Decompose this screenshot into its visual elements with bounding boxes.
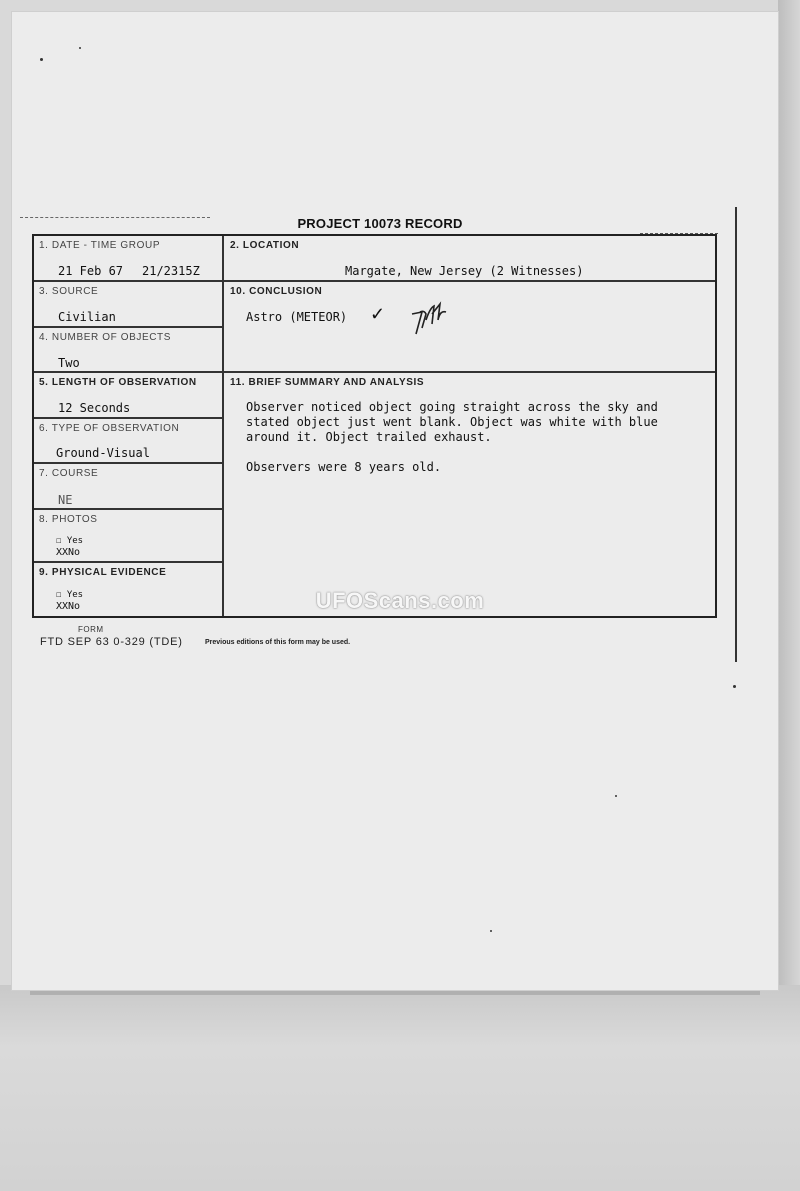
date-time-label: 1. DATE - TIME GROUP [39,240,161,251]
course-label: 7. COURSE [39,468,99,479]
scan-right-edge [778,0,800,990]
form-word: FORM [78,625,104,634]
location-value: Margate, New Jersey (2 Witnesses) [345,264,584,278]
row-divider [34,417,222,419]
time-value: 21/2315Z [142,264,200,278]
source-label: 3. SOURCE [39,286,99,297]
length-label: 5. LENGTH OF OBSERVATION [39,377,197,388]
location-label: 2. LOCATION [230,240,300,251]
summary-line: around it. Object trailed exhaust. [246,430,492,444]
row-divider [34,561,222,563]
form-note: Previous editions of this form may be used. [205,639,351,646]
summary-line: Observer noticed object going straight across the sky and [246,400,658,414]
check-mark-icon: ✓ [370,304,386,325]
type-observation-label: 6. TYPE OF OBSERVATION [39,423,180,434]
date-value: 21 Feb 67 [58,264,124,278]
photos-no-option: XXNo [56,547,81,558]
conclusion-value: Astro (METEOR) [246,310,348,324]
course-value: NE [58,493,73,507]
objects-value: Two [58,356,80,370]
summary-text [246,400,706,475]
summary-line: stated object just went blank. Object was white with blue [246,415,658,429]
handwritten-initials-icon [410,300,460,344]
row-divider [34,326,222,328]
record-title: PROJECT 10073 RECORD [297,216,463,231]
physical-no-option: XXNo [56,601,81,612]
record-form [32,234,717,618]
photos-label: 8. PHOTOS [39,514,98,525]
summary-label: 11. BRIEF SUMMARY AND ANALYSIS [230,377,425,388]
objects-label: 4. NUMBER OF OBJECTS [39,332,172,343]
length-value: 12 Seconds [58,401,131,415]
scan-speck [79,47,81,49]
source-value: Civilian [58,310,116,324]
row-divider [34,508,222,510]
row-divider [34,371,715,373]
form-id: FTD SEP 63 0-329 (TDE) [40,636,183,648]
watermark: UFOScans.com [315,588,485,613]
photos-yes-option: ☐ Yes [56,536,84,546]
scan-background [0,985,800,1191]
physical-evidence-label: 9. PHYSICAL EVIDENCE [39,567,167,578]
row-divider [34,280,715,282]
scan-speck [40,58,43,61]
scan-speck [615,795,617,797]
summary-line: Observers were 8 years old. [246,460,442,474]
scan-speck [733,685,736,688]
row-divider [34,462,222,464]
column-divider [222,236,224,616]
scan-speck [490,930,492,932]
conclusion-label: 10. CONCLUSION [230,286,323,297]
physical-yes-option: ☐ Yes [56,590,84,600]
type-observation-value: Ground-Visual [56,446,150,460]
